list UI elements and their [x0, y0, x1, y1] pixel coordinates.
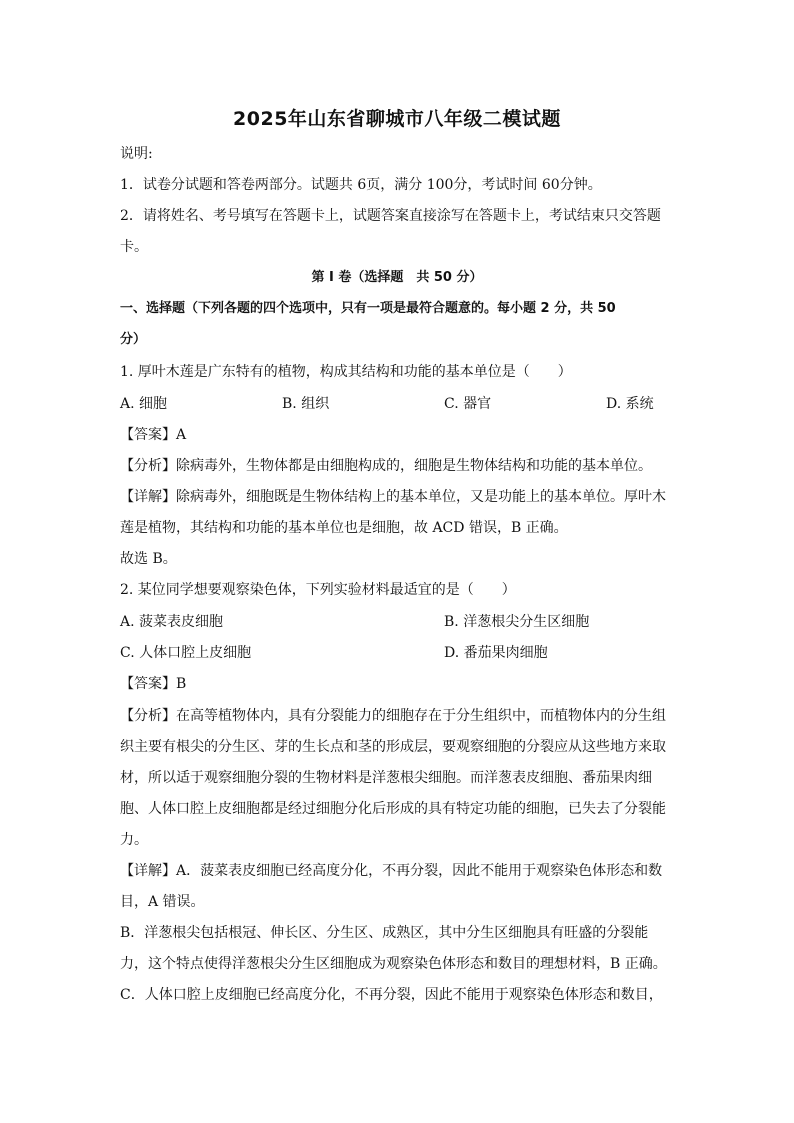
question-2-analysis-line-4: 胞、人体口腔上皮细胞都是经过细胞分化后形成的具有特定功能的细胞，已失去了分裂能 — [120, 801, 666, 817]
part-heading-line-1: 一、选择题（下列各题的四个选项中，只有一项是最符合题意的。每小题 2 分，共 50 — [120, 301, 616, 316]
question-2-detail-line-1: 【详解】A．菠菜表皮细胞已经高度分化，不再分裂，因此不能用于观察染色体形态和数 — [120, 863, 663, 879]
question-2-analysis-line-2: 织主要有根尖的分生区、芽的生长点和茎的形成层，要观察细胞的分裂应从这些地方来取 — [120, 739, 666, 755]
question-2-option-b: B. 洋葱根尖分生区细胞 — [444, 614, 590, 630]
question-2-analysis-line-3: 材，所以适于观察细胞分裂的生物材料是洋葱根尖细胞。而洋葱表皮细胞、番茄果肉细 — [120, 770, 652, 786]
question-1-detail-line-2: 莲是植物，其结构和功能的基本单位也是细胞，故 ACD 错误，B 正确。 — [120, 520, 568, 536]
question-2-answer: 【答案】B — [120, 676, 187, 692]
question-2-option-d: D. 番茄果肉细胞 — [444, 645, 548, 661]
notes-heading: 说明: — [120, 146, 153, 162]
question-2-analysis-line-1: 【分析】在高等植物体内，具有分裂能力的细胞存在于分生组织中，而植物体内的分生组 — [120, 708, 666, 724]
question-1-option-a: A. 细胞 — [120, 396, 168, 412]
notes-item-2-line-2: 卡。 — [120, 239, 148, 255]
question-2-detail-line-3: B．洋葱根尖包括根冠、伸长区、分生区、成熟区，其中分生区细胞具有旺盛的分裂能 — [120, 925, 649, 941]
question-1-option-b: B. 组织 — [282, 396, 330, 412]
question-2-stem: 2. 某位同学想要观察染色体，下列实验材料最适宜的是（ ） — [120, 582, 516, 598]
question-1-detail-line-1: 【详解】除病毒外，细胞既是生物体结构上的基本单位，又是功能上的基本单位。厚叶木 — [120, 489, 666, 505]
notes-item-2-line-1: 2．请将姓名、考号填写在答题卡上，试题答案直接涂写在答题卡上，考试结束只交答题 — [120, 208, 661, 224]
question-2-detail-line-5: C．人体口腔上皮细胞已经高度分化，不再分裂，因此不能用于观察染色体形态和数目， — [120, 987, 663, 1003]
question-1-analysis: 【分析】除病毒外，生物体都是由细胞构成的，细胞是生物体结构和功能的基本单位。 — [120, 458, 652, 474]
question-2-option-c: C. 人体口腔上皮细胞 — [120, 645, 252, 661]
volume-title: 第 I 卷（选择题 共 50 分） — [311, 270, 483, 285]
question-2-detail-line-4: 力，这个特点使得洋葱根尖分生区细胞成为观察染色体形态和数目的理想材料，B 正确。 — [120, 956, 667, 972]
question-2-option-a: A. 菠菜表皮细胞 — [120, 614, 224, 630]
question-1-conclusion: 故选 B。 — [120, 551, 177, 567]
question-1-option-c: C. 器官 — [444, 396, 492, 412]
question-2-detail-line-2: 目，A 错误。 — [120, 894, 205, 910]
question-1-option-d: D. 系统 — [606, 396, 654, 412]
question-1-stem: 1. 厚叶木莲是广东特有的植物，构成其结构和功能的基本单位是（ ） — [120, 364, 572, 380]
page-title: 2025年山东省聊城市八年级二模试题 — [233, 108, 561, 130]
question-1-answer: 【答案】A — [120, 427, 187, 443]
question-2-analysis-line-5: 力。 — [120, 832, 148, 848]
notes-item-1: 1．试卷分试题和答卷两部分。试题共 6页，满分 100分，考试时间 60分钟。 — [120, 177, 602, 193]
part-heading-line-2: 分） — [120, 332, 147, 347]
